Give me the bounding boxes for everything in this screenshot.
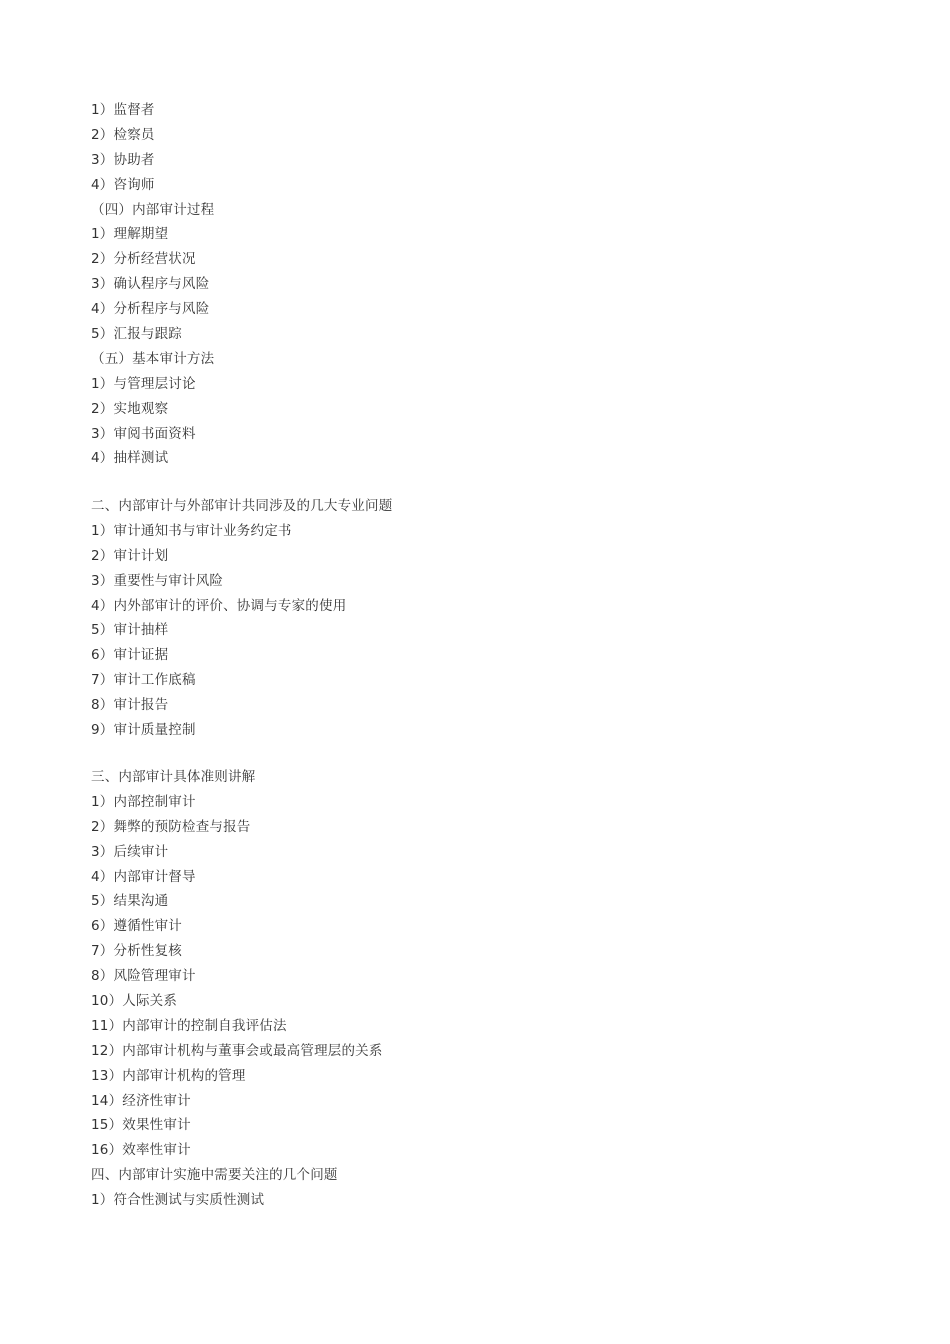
list-item: 7）分析性复核: [91, 943, 182, 960]
list-item: 6）遵循性审计: [91, 918, 182, 935]
list-item: 5）结果沟通: [91, 893, 169, 910]
list-item: 4）内外部审计的评价、协调与专家的使用: [91, 597, 347, 614]
list-item: 1）监督者: [91, 102, 155, 118]
section-heading: 四、内部审计实施中需要关注的几个问题: [91, 1167, 338, 1184]
list-item: 16）效率性审计: [91, 1142, 191, 1159]
list-item: 4）咨询师: [91, 176, 155, 193]
list-item: 3）后续审计: [91, 843, 169, 860]
list-item: 2）实地观察: [91, 400, 169, 417]
list-item: 8）审计报告: [91, 697, 169, 714]
list-item: 14）经济性审计: [91, 1092, 191, 1109]
list-item: 11）内部审计的控制自我评估法: [91, 1017, 287, 1034]
list-item: 3）协助者: [91, 151, 155, 168]
list-item: 3）确认程序与风险: [91, 276, 210, 293]
list-item: 3）审阅书面资料: [91, 425, 196, 442]
list-item: 1）理解期望: [91, 226, 169, 243]
list-item: 1）符合性测试与实质性测试: [91, 1192, 265, 1209]
list-item: 4）抽样测试: [91, 450, 169, 467]
list-item: 2）审计计划: [91, 547, 169, 564]
list-item: 4）内部审计督导: [91, 868, 196, 885]
section-heading: 二、内部审计与外部审计共同涉及的几大专业问题: [91, 498, 393, 514]
list-item: 9）审计质量控制: [91, 722, 196, 739]
text-block-audit-roles-process-methods: [91, 98, 214, 471]
list-item: 7）审计工作底稿: [91, 672, 196, 689]
list-item: 8）风险管理审计: [91, 968, 196, 985]
list-item: 2）检察员: [91, 126, 155, 143]
list-item: 2）舞弊的预防检查与报告: [91, 818, 251, 835]
list-item: 4）分析程序与风险: [91, 301, 210, 318]
list-item: 1）与管理层讨论: [91, 375, 196, 392]
list-item: 2）分析经营状况: [91, 251, 196, 268]
list-item: 5）审计抽样: [91, 622, 169, 639]
list-item: 15）效果性审计: [91, 1117, 191, 1134]
section-heading: （五）基本审计方法: [91, 350, 215, 367]
list-item: 5）汇报与跟踪: [91, 326, 182, 343]
list-item: 3）重要性与审计风险: [91, 572, 224, 589]
section-heading: （四）内部审计过程: [91, 201, 215, 218]
text-block-specific-standards: [91, 765, 383, 1213]
list-item: 1）内部控制审计: [91, 793, 196, 810]
list-item: 6）审计证据: [91, 647, 169, 664]
list-item: 13）内部审计机构的管理: [91, 1067, 246, 1084]
list-item: 10）人际关系: [91, 993, 178, 1010]
list-item: 1）审计通知书与审计业务约定书: [91, 522, 292, 539]
section-heading: 三、内部审计具体准则讲解: [91, 769, 256, 785]
list-item: 12）内部审计机构与董事会或最高管理层的关系: [91, 1042, 383, 1059]
text-block-shared-professional-issues: [91, 494, 392, 743]
